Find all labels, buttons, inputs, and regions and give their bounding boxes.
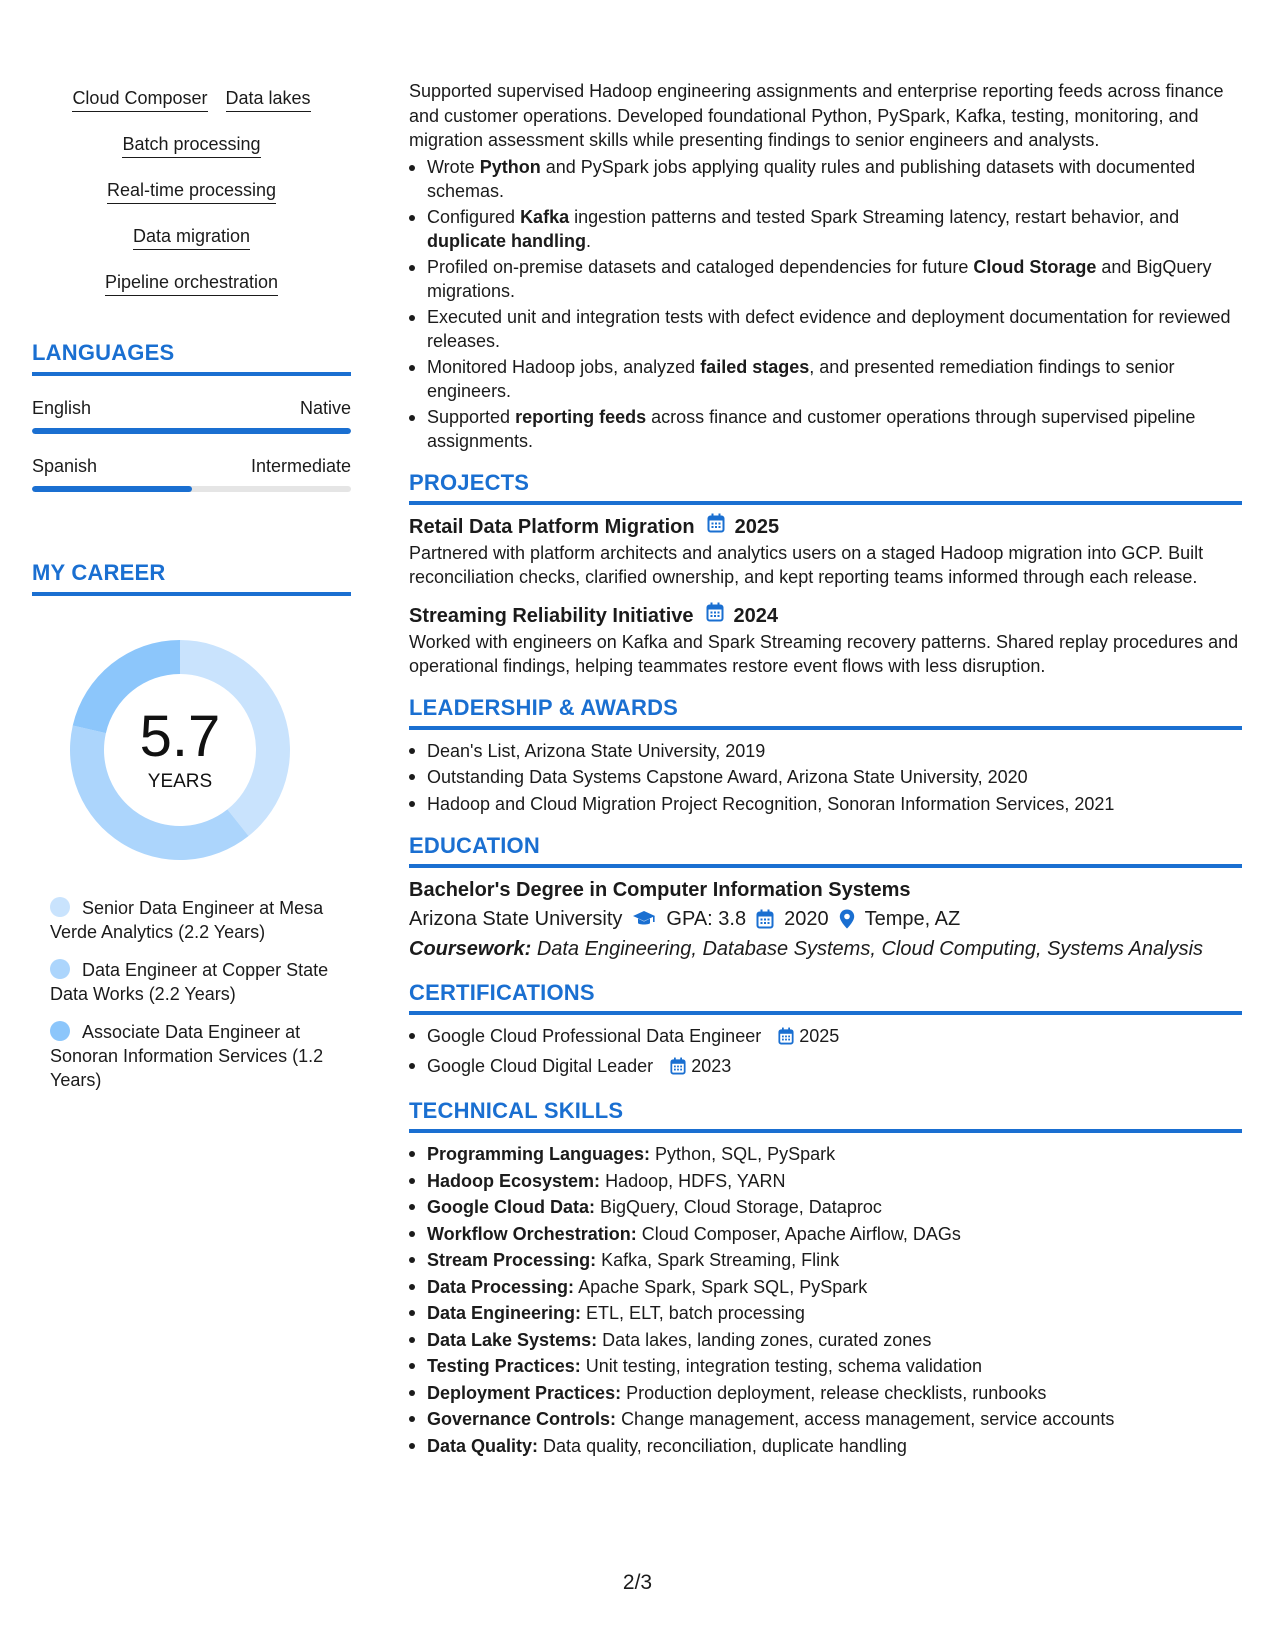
- skill-tag: Cloud Composer: [72, 86, 207, 112]
- project-description: Partnered with platform architects and analytics users on a staged Hadoop migration into GCP. Built reconciliation checks, clarified ownership, and kept reporting teams informed through each release.: [409, 542, 1204, 587]
- skill-category: Google Cloud Data:: [427, 1197, 595, 1217]
- certification-year: 2025: [799, 1026, 840, 1046]
- legend-dot-icon: [50, 1021, 70, 1041]
- language-level-fill: [32, 428, 351, 434]
- coursework-list: Data Engineering, Database Systems, Cloud Computing, Systems Analysis: [536, 938, 1204, 960]
- coursework: [409, 934, 1242, 964]
- certification-item: [409, 1053, 1242, 1083]
- career-donut-chart: [66, 636, 294, 864]
- legend-dot-icon: [50, 897, 70, 917]
- awards-list: [409, 738, 1242, 818]
- education-heading: EDUCATION: [409, 833, 1242, 868]
- career-heading: MY CAREER: [32, 560, 351, 596]
- certification-name: Google Cloud Digital Leader: [427, 1055, 654, 1076]
- calendar-icon: [670, 1056, 686, 1083]
- skill-tag: Pipeline orchestration: [105, 270, 278, 296]
- skill-tag: Data migration: [133, 224, 250, 250]
- main-content: [409, 79, 1242, 1459]
- calendar-icon: [756, 909, 774, 929]
- skill-category: Stream Processing:: [427, 1250, 597, 1270]
- calendar-icon: [778, 1026, 794, 1053]
- project-description: Worked with engineers on Kafka and Spark Streaming recovery patterns. Shared replay procedures and operational findings, helping teammates restore event flows with less disruption.: [409, 631, 1239, 676]
- skills-list: [409, 1141, 1242, 1459]
- gpa: GPA: 3.8: [666, 908, 747, 930]
- skill-tags: [32, 86, 351, 296]
- skill-item: [409, 1194, 1242, 1221]
- skill-item: [409, 1353, 1242, 1380]
- awards-heading: LEADERSHIP & AWARDS: [409, 695, 1242, 730]
- skill-item: [409, 1141, 1242, 1168]
- certification-item: [409, 1023, 1242, 1053]
- sidebar: [32, 86, 351, 1106]
- career-legend-item: Senior Data Engineer at Mesa Verde Analytics (2.2 Years): [50, 898, 324, 942]
- skill-values: Cloud Composer, Apache Airflow, DAGs: [641, 1223, 961, 1244]
- skill-item: [409, 1300, 1242, 1327]
- skill-category: Deployment Practices:: [427, 1382, 622, 1403]
- skill-category: Workflow Orchestration:: [427, 1223, 637, 1244]
- career-legend: [32, 896, 351, 1092]
- language-level-bar: [32, 428, 351, 434]
- language-name: English: [32, 398, 92, 418]
- skill-item: [409, 1380, 1242, 1407]
- education-details: [409, 904, 1242, 934]
- legend-dot-icon: [50, 959, 70, 979]
- project-year: 2024: [733, 604, 779, 627]
- skill-category: Hadoop Ecosystem:: [427, 1170, 601, 1191]
- experience-summary: Supported supervised Hadoop engineering assignments and enterprise reporting feeds across finance and customer operations. Developed foundational Python, PySpark, Kafka, testing, monitoring, and migration assessment skills while presenting findings to senior engineers and analysts.: [409, 81, 1224, 150]
- project-item: [409, 513, 1242, 590]
- certifications-list: [409, 1023, 1242, 1082]
- certification-year: 2023: [691, 1055, 732, 1076]
- experience-bullet: Supported reporting feeds across finance and customer operations through supervised pipeline assignments.: [409, 405, 1242, 454]
- experience-bullet: Wrote Python and PySpark jobs applying quality rules and publishing datasets with documented schemas.: [409, 155, 1242, 204]
- skill-category: Data Engineering:: [427, 1303, 582, 1323]
- skill-values: Unit testing, integration testing, schema validation: [585, 1356, 982, 1376]
- skill-item: [409, 1247, 1242, 1274]
- award-item: Hadoop and Cloud Migration Project Recognition, Sonoran Information Services, 2021: [409, 791, 1242, 818]
- certifications-heading: CERTIFICATIONS: [409, 980, 1242, 1015]
- skill-values: Python, SQL, PySpark: [655, 1144, 836, 1164]
- skill-tag: Batch processing: [122, 132, 260, 158]
- page-number: 2/3: [622, 1571, 653, 1594]
- skill-values: Data quality, reconciliation, duplicate handling: [543, 1435, 907, 1456]
- skill-item: [409, 1274, 1242, 1301]
- award-item: Dean's List, Arizona State University, 2019: [409, 738, 1242, 765]
- skill-tag: Real-time processing: [107, 178, 276, 204]
- coursework-label: Coursework:: [409, 938, 532, 960]
- skill-item: [409, 1406, 1242, 1433]
- skill-values: ETL, ELT, batch processing: [586, 1303, 805, 1323]
- degree-title: Bachelor's Degree in Computer Information Systems: [409, 879, 911, 901]
- skill-item: [409, 1168, 1242, 1195]
- skill-values: BigQuery, Cloud Storage, Dataproc: [600, 1197, 882, 1217]
- career-legend-item: Data Engineer at Copper State Data Works (2.2 Years): [50, 960, 329, 1004]
- skill-category: Programming Languages:: [427, 1144, 651, 1164]
- skill-category: Data Processing:: [427, 1276, 575, 1297]
- school-name: Arizona State University: [409, 908, 623, 930]
- project-title: Streaming Reliability Initiative: [409, 604, 694, 627]
- career-total-years: 5.7: [139, 704, 221, 769]
- project-title: Retail Data Platform Migration: [409, 515, 695, 538]
- skill-values: Production deployment, release checklists, runbooks: [626, 1382, 1047, 1403]
- career-total-unit: YEARS: [147, 771, 213, 792]
- language-level: Intermediate: [250, 456, 351, 476]
- language-name: Spanish: [32, 456, 98, 476]
- language-level: Native: [299, 398, 351, 418]
- calendar-icon: [706, 602, 724, 630]
- experience-bullet: Configured Kafka ingestion patterns and tested Spark Streaming latency, restart behavior, and duplicate handling.: [409, 205, 1242, 254]
- experience-bullet: Monitored Hadoop jobs, analyzed failed stages, and presented remediation findings to senior engineers.: [409, 355, 1242, 404]
- certification-name: Google Cloud Professional Data Engineer: [427, 1026, 762, 1046]
- skill-category: Testing Practices:: [427, 1356, 581, 1376]
- skill-category: Governance Controls:: [427, 1409, 617, 1429]
- skill-values: Hadoop, HDFS, YARN: [605, 1170, 786, 1191]
- map-pin-icon: [839, 909, 855, 929]
- graduation-cap-icon: [632, 910, 656, 928]
- graduation-year: 2020: [784, 908, 829, 930]
- skill-values: Kafka, Spark Streaming, Flink: [601, 1250, 840, 1270]
- skill-values: Data lakes, landing zones, curated zones: [602, 1329, 932, 1350]
- skill-tag: Data lakes: [226, 86, 311, 112]
- project-year: 2025: [734, 515, 780, 538]
- language-level-bar: [32, 486, 351, 492]
- award-item: Outstanding Data Systems Capstone Award, Arizona State University, 2020: [409, 764, 1242, 791]
- skill-item: [409, 1221, 1242, 1248]
- skill-category: Data Lake Systems:: [427, 1329, 598, 1350]
- projects-heading: PROJECTS: [409, 470, 1242, 505]
- experience-bullet: Profiled on-premise datasets and cataloged dependencies for future Cloud Storage and BigQuery migrations.: [409, 255, 1242, 304]
- career-legend-item: Associate Data Engineer at Sonoran Information Services (1.2 Years): [50, 1022, 324, 1090]
- experience-bullet: Executed unit and integration tests with defect evidence and deployment documentation for reviewed releases.: [409, 305, 1242, 354]
- skill-item: [409, 1327, 1242, 1354]
- language-item: [32, 396, 351, 434]
- language-item: [32, 454, 351, 492]
- calendar-icon: [707, 513, 725, 541]
- skill-values: Change management, access management, service accounts: [621, 1409, 1115, 1429]
- experience-bullets: [409, 155, 1242, 454]
- location: Tempe, AZ: [864, 908, 961, 930]
- project-item: [409, 602, 1242, 679]
- skill-item: [409, 1433, 1242, 1460]
- skills-heading: TECHNICAL SKILLS: [409, 1098, 1242, 1133]
- languages-heading: LANGUAGES: [32, 340, 351, 376]
- skill-category: Data Quality:: [427, 1435, 539, 1456]
- skill-values: Apache Spark, Spark SQL, PySpark: [578, 1276, 868, 1297]
- language-level-fill: [32, 486, 192, 492]
